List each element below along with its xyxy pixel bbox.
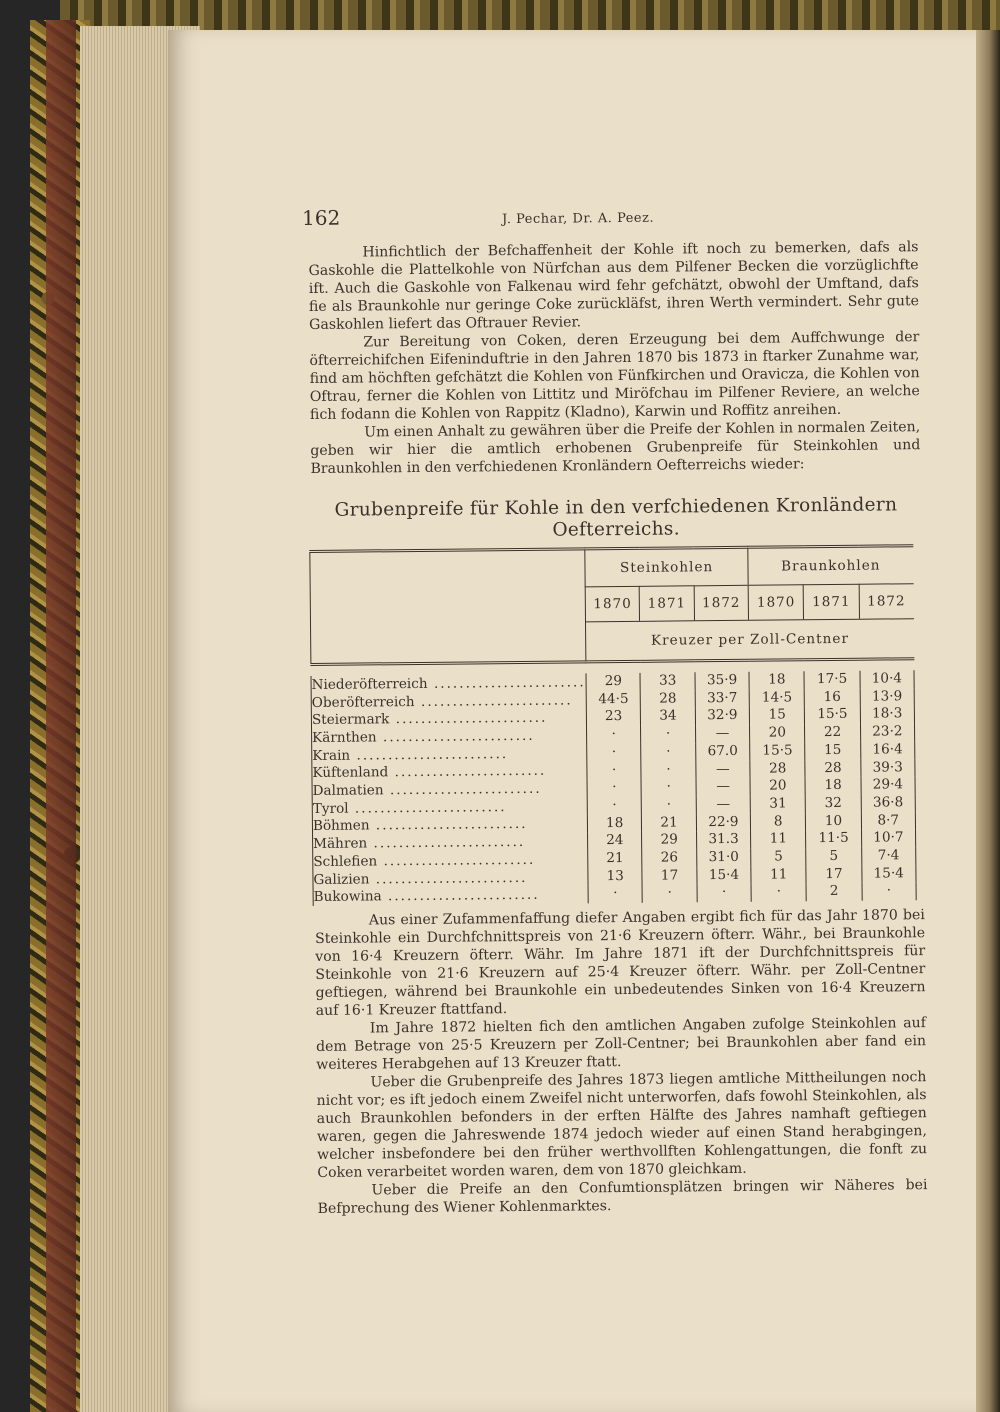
region-name: Schlefien (313, 853, 378, 870)
price-cell: 31.3 (696, 831, 751, 849)
price-cell: 17·5 (804, 671, 859, 689)
page-content (302, 200, 928, 1218)
region-name: Mähren (313, 835, 368, 853)
header-unit: Kreuzer per Zoll-Centner (586, 619, 914, 662)
region-name: Oberöfterreich (311, 693, 415, 711)
price-cell: 13·9 (860, 688, 915, 706)
leader-dots: ........................ (381, 887, 540, 905)
price-cell: · (697, 884, 752, 902)
price-cell: · (641, 743, 696, 761)
leader-dots: ........................ (414, 692, 573, 710)
header-steinkohlen: Steinkohlen (585, 547, 748, 587)
leader-dots: ........................ (367, 834, 526, 852)
price-cell: 15 (805, 742, 860, 760)
price-cell: 29·4 (861, 776, 916, 794)
region-name: Niederöfterreich (311, 675, 428, 693)
paragraph-consumption: Ueber die Preife an den Confumtionsplätzen bringen wir Näheres bei Befprechung des Wiener Kohlenmarktes. (317, 1177, 928, 1218)
paragraph-intro-table: Um einen Anhalt zu gewähren über die Preife der Kohlen in normalen Zeiten, geben wir hier die amtlich erhobenen Grubenpreife für Steinkohlen und Braunkohlen in den verfchiedenen Kronländern Oefterreichs wieder: (310, 419, 921, 477)
price-cell: 15·4 (697, 867, 752, 885)
paragraph-summary-1870: Aus einer Zufammenfaffung diefer Angaben ergibt fich für das Jahr 1870 bei Steinkohle ein Durchfchnittspreis von 21·6 Kreuzern öfterr. Währ., bei Braunkohle von 16·4 Kreuzern öfterr. Währ. Im Jahre 1871 ift der Durchfchnittspreis für Steinkohle von 21·6 Kreuzern auf 25·4 Kreuzer öfterr. Währ. per Zoll-Centner geftiegen, während bei Braunkohle ein unbedeutendes Sinken von 16·4 Kreuzern auf 16·1 Kreuzer ftattfand. (314, 907, 926, 1020)
leader-dots: ........................ (348, 798, 507, 817)
leader-dots: ........................ (369, 816, 528, 834)
price-cell: · (641, 761, 696, 779)
price-cell: 33·7 (695, 689, 750, 707)
price-cell: — (696, 796, 751, 814)
header-year: 1870 (748, 585, 804, 621)
price-table (309, 544, 916, 906)
price-cell: 18 (805, 777, 860, 795)
region-name: Tyrol (312, 800, 349, 817)
price-cell: 16·4 (860, 741, 915, 759)
header-year: 1872 (859, 584, 914, 620)
price-cell: 23 (586, 708, 641, 726)
price-cell: 16 (805, 688, 860, 706)
price-cell: 26 (642, 849, 697, 867)
price-cell: 28 (805, 759, 860, 777)
price-cell: 29 (642, 832, 697, 850)
price-cell: 15·5 (750, 742, 805, 760)
price-cell: · (641, 779, 696, 797)
price-cell: 20 (750, 777, 805, 795)
paragraph-1873: Ueber die Grubenpreife des Jahres 1873 liegen amtliche Mittheilungen noch nicht vor; es ift jedoch einem Zweifel nicht unterworfen, dafs fowohl Steinkohlen, als auch Braunkohlen befonders in der erften Hälfte des Jahres namhaft geftiegen waren, gegen die Jahreswende 1874 jedoch wieder auf einen Stand herabgingen, welcher insbefondere bei den früher werthvollften Kohlengattungen, die fonft zu Coken verarbeitet worden waren, dem von 1870 gleichkam. (316, 1069, 928, 1182)
price-cell: 24 (588, 832, 643, 850)
page-number: 162 (302, 205, 341, 231)
leader-dots: ........................ (389, 709, 548, 728)
price-cell: 15·5 (805, 706, 860, 724)
region-name: Dalmatien (312, 782, 384, 800)
price-cell: 11 (751, 866, 806, 884)
price-cell: 2 (806, 883, 861, 901)
price-cell: · (751, 884, 806, 902)
header-year: 1870 (585, 586, 640, 622)
price-cell: 18 (587, 814, 642, 832)
leader-dots: ........................ (388, 763, 547, 781)
price-cell: 10·7 (861, 830, 916, 848)
price-cell: · (642, 796, 697, 814)
leader-dots: ........................ (383, 780, 542, 799)
price-cell: — (695, 725, 750, 743)
price-cell: · (587, 779, 642, 797)
price-cell: 28 (750, 760, 805, 778)
region-cell (313, 886, 588, 906)
price-cell: · (587, 744, 642, 762)
paragraph-gaskohle: Hinfichtlich der Befchaffenheit der Kohle ift noch zu bemerken, dafs als Gaskohle die Plattelkohle von Nürfchan aus dem Pilfener Becken die vorzüglichfte ift. Auch die Gaskohle von Falkenau wird fehr gefchätzt, obwohl der Umftand, dafs fie als Braunkohle nur geringe Coke zurückläfst, ihren Werth vermindert. Sehr gute Gaskohlen liefert das Oftrauer Revier. (308, 239, 920, 333)
paragraph-1872: Im Jahre 1872 hielten fich den amtlichen Angaben zufolge Steinkohlen auf dem Betrage von 25·5 Kreuzern per Zoll-Centner; bei Braunkohlen aber fand ein weiteres Herabgehen auf 13 Kreuzer ftatt. (315, 1015, 927, 1074)
price-cell: 7·4 (861, 847, 916, 865)
region-name: Kärnthen (312, 729, 377, 746)
leader-dots: ........................ (377, 851, 536, 870)
header-braunkohlen: Braunkohlen (748, 546, 913, 586)
price-cell: 44·5 (586, 691, 641, 709)
region-name: Steiermark (311, 711, 390, 729)
price-cell: · (587, 761, 642, 779)
price-cell: 32·9 (695, 707, 750, 725)
price-cell: 13 (588, 868, 643, 886)
paragraph-coken: Zur Bereitung von Coken, deren Erzeugung bei dem Auffchwunge der öfterreichifchen Eifeninduftrie in den Jahren 1870 bis 1873 in ftarker Zunahme war, find am höchften gefchätzt die Kohlen von Fünfkirchen und Oravicza, die Kohlen von Oftrau, ferner die Kohlen von Littitz und Miröfchau im Pilfener Reviere, an welche fich fodann die Kohlen von Rappitz (Kladno), Karwin und Roffitz anreihen. (309, 329, 920, 423)
price-cell: 36·8 (861, 794, 916, 812)
region-name: Küftenland (312, 764, 389, 782)
region-name: Bukowina (313, 888, 382, 906)
header-year: 1871 (640, 586, 695, 622)
page-header (302, 200, 918, 230)
price-cell: 11 (751, 831, 806, 849)
price-cell: · (587, 726, 642, 744)
book-page (168, 30, 976, 1412)
price-cell: 15 (750, 707, 805, 725)
header-year: 1872 (694, 585, 749, 621)
price-cell: 28 (641, 690, 696, 708)
price-cell: 17 (806, 865, 861, 883)
region-name: Galizien (313, 871, 370, 888)
price-cell: 10·4 (860, 670, 915, 688)
price-cell: 8·7 (861, 812, 916, 830)
leader-dots: ........................ (376, 727, 535, 746)
price-cell: 31 (750, 795, 805, 813)
table-title: Grubenpreife für Kohle in den verfchiedenen Kronländern Oefterreichs. (334, 494, 898, 541)
text-after-table (315, 906, 928, 1218)
price-cell: · (642, 885, 697, 903)
price-cell: 18·3 (860, 706, 915, 724)
book-spine-edge (46, 20, 76, 1412)
price-cell: 22 (805, 724, 860, 742)
price-cell: 8 (751, 813, 806, 831)
price-cell: — (696, 778, 751, 796)
price-cell: 14·5 (749, 689, 804, 707)
price-cell: 39·3 (860, 759, 915, 777)
price-cell: 34 (641, 708, 696, 726)
region-name: Krain (312, 747, 351, 764)
leader-dots: ........................ (350, 745, 509, 764)
header-blank (310, 549, 586, 665)
price-cell: 31·0 (696, 849, 751, 867)
price-cell: 35·9 (695, 672, 750, 690)
price-cell: 21 (642, 814, 697, 832)
region-name: Böhmen (312, 817, 370, 835)
leader-dots: ........................ (427, 674, 586, 692)
price-cell: — (696, 760, 751, 778)
price-cell: 29 (586, 673, 641, 691)
price-cell: · (588, 885, 643, 903)
price-cell: 23·2 (860, 723, 915, 741)
price-cell: · (862, 883, 917, 901)
price-cell: 20 (750, 724, 805, 742)
price-cell: 21 (588, 850, 643, 868)
facing-page-edge (974, 30, 1000, 1412)
price-cell: 67.0 (695, 743, 750, 761)
price-cell: 5 (806, 848, 861, 866)
price-cell: 5 (751, 848, 806, 866)
price-cell: 15·4 (861, 865, 916, 883)
running-head: J. Pechar, Dr. A. Peez. (502, 210, 655, 228)
header-year: 1871 (804, 584, 860, 620)
price-cell: · (641, 725, 696, 743)
price-cell: 18 (749, 671, 804, 689)
price-cell: 17 (642, 867, 697, 885)
price-cell: 10 (806, 812, 861, 830)
price-cell: 32 (806, 795, 861, 813)
price-cell: 22·9 (696, 813, 751, 831)
leader-dots: ........................ (369, 869, 528, 888)
price-cell: · (587, 797, 642, 815)
price-cell: 33 (640, 672, 695, 690)
price-cell: 11·5 (806, 830, 861, 848)
